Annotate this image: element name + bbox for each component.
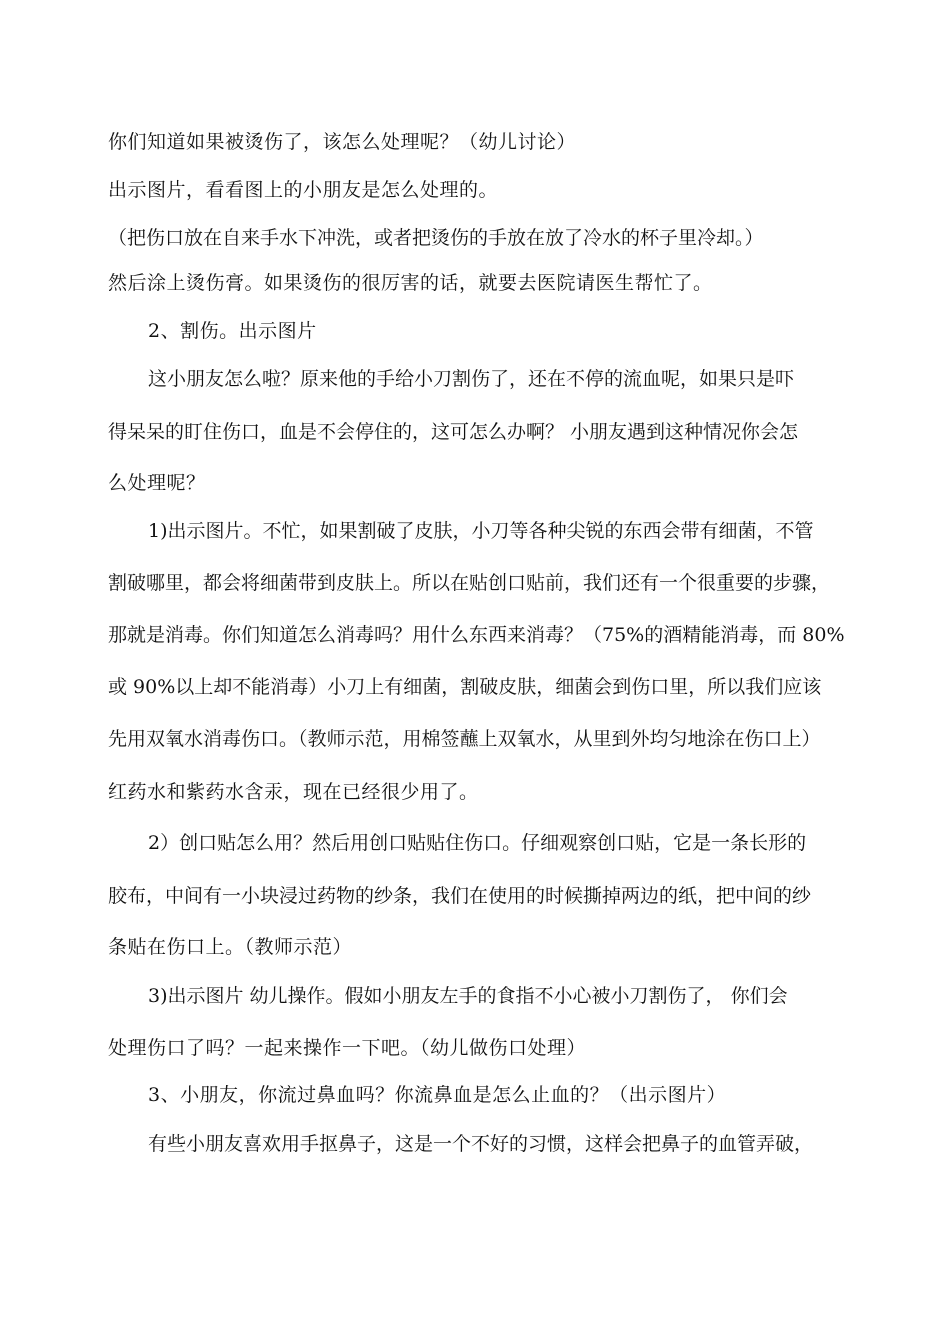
- text-line-19: 处理伤口了吗？一起来操作一下吧。（幼儿做伤口处理）: [108, 1037, 587, 1059]
- text-line-11: 那就是消毒。你们知道怎么消毒吗？用什么东西来消毒？（75%的酒精能消毒，而 80%: [108, 624, 845, 646]
- text-line-15: 2）创口贴怎么用？然后用创口贴贴住伤口。仔细观察创口贴，它是一条长形的: [148, 832, 807, 854]
- text-line-14: 红药水和紫药水含汞，现在已经很少用了。: [108, 781, 479, 803]
- text-line-9: 1)出示图片。不忙，如果割破了皮肤，小刀等各种尖锐的东西会带有细菌，不管: [148, 520, 814, 542]
- section-heading-cut: 2、割伤。出示图片: [148, 320, 317, 342]
- text-line-12: 或 90%以上却不能消毒）小刀上有细菌，割破皮肤，细菌会到伤口里，所以我们应该: [108, 676, 822, 698]
- text-line-3: （把伤口放在自来手水下冲洗，或者把烫伤的手放在放了冷水的杯子里冷却。）: [108, 227, 764, 249]
- text-line-17: 条贴在伤口上。（教师示范）: [108, 936, 353, 958]
- text-line-2: 出示图片，看看图上的小朋友是怎么处理的。: [108, 179, 499, 201]
- text-line-6: 这小朋友怎么啦？原来他的手给小刀割伤了，还在不停的流血呢，如果只是吓: [148, 368, 795, 390]
- text-line-21: 有些小朋友喜欢用手抠鼻子，这是一个不好的习惯，这样会把鼻子的血管弄破，: [148, 1133, 814, 1155]
- text-line-1: 你们知道如果被烫伤了，该怎么处理呢？（幼儿讨论）: [108, 131, 577, 153]
- text-line-8: 么处理呢？: [108, 472, 206, 494]
- text-line-4: 然后涂上烫伤膏。如果烫伤的很厉害的话，就要去医院请医生帮忙了。: [108, 272, 713, 294]
- section-heading-nosebleed: 3、小朋友，你流过鼻血吗？你流鼻血是怎么止血的？（出示图片）: [148, 1084, 727, 1106]
- text-line-13: 先用双氧水消毒伤口。（教师示范，用棉签蘸上双氧水，从里到外均匀地涂在伤口上）: [108, 728, 821, 750]
- text-line-16: 胶布，中间有一小块浸过药物的纱条，我们在使用的时候撕掉两边的纸，把中间的纱: [108, 885, 812, 907]
- text-line-7: 得呆呆的盯住伤口，血是不会停住的，这可怎么办啊？ 小朋友遇到这种情况你会怎: [108, 421, 799, 443]
- text-line-18: 3)出示图片 幼儿操作。假如小朋友左手的食指不小心被小刀割伤了， 你们会: [148, 985, 788, 1007]
- text-line-10: 割破哪里，都会将细菌带到皮肤上。所以在贴创口贴前，我们还有一个很重要的步骤，: [108, 572, 831, 594]
